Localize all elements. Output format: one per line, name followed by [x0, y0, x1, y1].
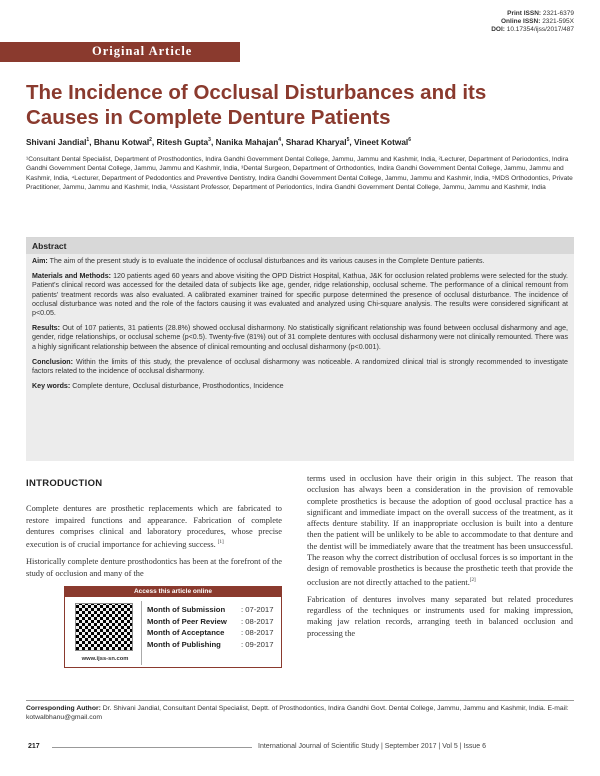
author-list: Shivani Jandial$^1$, Bhanu Kotwal$^2$, Ritesh Gupta$^3$, Nanika Mahajan$^4$, Sharad Kharyal$^5$, Vineet Kotwal$^6$ — [26, 137, 412, 147]
results-label: Results: — [32, 324, 60, 333]
author-name: Sharad Kharyal — [285, 137, 347, 147]
page-number: 217 — [28, 743, 40, 750]
author-sup: 1 — [86, 137, 90, 144]
article-type-banner — [0, 42, 240, 62]
access-article-box — [64, 586, 282, 668]
date-row — [147, 639, 273, 651]
date-value: : 08-2017 — [241, 628, 274, 637]
abstract-results — [32, 324, 568, 352]
methods-text: 120 patients aged 60 years and above visiting the OPD District Hospital, Kathua, J&K for occlusion related problems were selected for the study. Patient's clinical record was accessed for the detailed data of subjects like age, gender, ridge relationship, occlusal scheme. The performance of a clinical remount from patients' treatment records was also evaluated. A calibrated examiner trained for specific purpose determined the presence of occlusal disturbance. The incidence of occlusal disturbance was noted and the role of the factors causing it was evaluated and analyzed using Chi-square analysis. The results were considered significant at p<0.05. — [32, 272, 568, 318]
author-name: Vineet Kotwal — [353, 137, 409, 147]
intro-p1-text: Complete dentures are prosthetic replacements which are fabricated to restore impaired functions and appearance. Fabrication of complete dentures comprises clinical and laboratory procedures, whose precise execution is of crucial importance for achieving success. — [26, 504, 282, 549]
date-label: Month of Publishing — [147, 639, 221, 649]
date-row — [147, 604, 273, 616]
author-name: Shivani Jandial — [26, 137, 87, 147]
doi-value: 10.17354/ijss/2017/487 — [506, 26, 574, 33]
journal-citation: International Journal of Scientific Study | September 2017 | Vol 5 | Issue 6 — [258, 743, 487, 750]
aim-text: The aim of the present study is to evaluate the incidence of occlusal disturbances and its various causes in the Complete Denture patients. — [49, 257, 485, 265]
date-label: Month of Peer Review — [147, 616, 227, 626]
date-value: : 07-2017 — [241, 605, 274, 614]
page-footer — [26, 741, 574, 753]
corresponding-label: Corresponding Author: — [26, 705, 101, 712]
issn-block — [491, 10, 574, 34]
results-text: Out of 107 patients, 31 patients (28.8%) showed occlusal disharmony. No statistically significant relationship was found between occlusal disharmony and age, gender, ridge relationships, or occlusal scheme (p<0.5). Twenty-five (81%) out of 31 complete dentures with occlusal disharmony were not clinically remounted. There was a highly significant relationship between the absence of clinical remounting and occlusal disharmony (p<0.001). — [32, 324, 568, 351]
divider — [141, 601, 142, 665]
keywords-label: Key words: — [32, 382, 71, 391]
doi-label: DOI: — [491, 26, 505, 33]
left-column — [26, 478, 282, 585]
abstract-methods — [32, 272, 568, 318]
journal-url[interactable]: www.ijss-sn.com — [81, 656, 129, 662]
abstract-keywords — [32, 382, 568, 391]
date-value: : 08-2017 — [241, 616, 274, 626]
keywords-text: Complete denture, Occlusal disturbance, Prosthodontics, Incidence — [72, 382, 284, 391]
date-value: : 09-2017 — [241, 639, 274, 649]
citation-ref[interactable]: [2] — [469, 577, 476, 583]
date-label: Month of Acceptance — [147, 628, 225, 637]
intro-paragraph-4: Fabrication of dentures involves many separated but related procedures regardless of the techniques or instruments used for making impression, making jaw relation records, arranging teeth in balanced occlusion and processing the — [307, 594, 573, 638]
conclusion-label: Conclusion: — [32, 357, 73, 366]
publication-dates — [147, 604, 273, 650]
intro-r1-text: terms used in occlusion have their origin in this subject. The reason that occlusion has always been a consideration in the provision of removable complete prosthetics is because the adoption of good occlusal practice has a significant and immediate impact on the overall success of the treatment, as it affects denture stability. If an inappropriate occlusion is built into a denture then the patient will be unlikely to be able to accommodate to that denture and the dentist will be immediately aware that the treatment has been unsuccessful. The reason why the correct distribution of occlusal forces is so important in the design of removable prosthetics is because the prosthetic teeth that provide the occlusion are not directly attached to the patient. — [307, 474, 573, 587]
print-issn-value: 2321-6379 — [542, 10, 574, 17]
corresponding-author — [26, 700, 574, 722]
print-issn-label: Print ISSN: — [507, 10, 542, 17]
author-sup: 5 — [346, 137, 350, 144]
author-name: Nanika Mahajan — [215, 137, 279, 147]
intro-paragraph-1 — [26, 503, 282, 550]
aim-label: Aim: — [32, 257, 48, 265]
intro-paragraph-2: Historically complete denture prosthodontics has been at the forefront of the study of occlusion and many of the — [26, 557, 282, 578]
online-issn-label: Online ISSN: — [501, 18, 541, 25]
access-heading: Access this article online — [65, 587, 281, 597]
intro-paragraph-3 — [307, 473, 573, 588]
date-row — [147, 627, 273, 639]
online-issn-value: 2321-595X — [542, 18, 574, 25]
author-name: Bhanu Kotwal — [93, 137, 150, 147]
abstract-aim — [32, 257, 568, 266]
author-sup: 3 — [208, 137, 211, 144]
author-sup: 2 — [149, 137, 152, 144]
right-column — [307, 473, 573, 645]
qr-code-icon[interactable] — [75, 603, 133, 651]
abstract-box — [26, 237, 574, 461]
intro-heading: INTRODUCTION — [26, 478, 103, 489]
footer-rule — [52, 747, 252, 748]
methods-label: Materials and Methods: — [32, 272, 112, 281]
corresponding-text: Dr. Shivani Jandial, Consultant Dental Specialist, Deptt. of Prosthodontics, Indira Gandhi Govt. Dental College, Jammu, Jammu and Kashmir, India. E-mail: kotwalbhanu@gmail.com — [26, 705, 569, 722]
affiliations: ¹Consultant Dental Specialist, Department of Prosthodontics, Indira Gandhi Government Dental College, Jammu, Jammu and Kashmir, India, ²Lecturer, Department of Periodontics, Indira Gandhi Government Dental College, Jammu, Jammu and Kashmir, India, ³Dental Surgeon, Department of Orthodontics, Indira Gandhi Government Dental College, Jammu, Jammu and Kashmir, India, ⁴Lecturer, Department of Pedodontics and Preventive Dentistry, Indira Gandhi Government Dental College, Jammu, Jammu and Kashmir, India, ⁵MDS Orthodontics, Private Practitioner, Jammu, Jammu and Kashmir, India, ⁶Assistant Professor, Department of Periodontics, Indira Gandhi Government Dental College, Jammu, Jammu and Kashmir, India — [26, 156, 573, 191]
article-type-label: Original Article — [92, 44, 193, 58]
author-sup: 4 — [278, 137, 282, 144]
abstract-heading: Abstract — [26, 238, 574, 254]
author-name: Ritesh Gupta — [156, 137, 209, 147]
date-row — [147, 616, 273, 628]
author-sup: 6 — [408, 137, 412, 144]
paper-title: The Incidence of Occlusal Disturbances and its Causes in Complete Denture Patients — [26, 81, 487, 129]
citation-ref[interactable]: [1] — [217, 540, 224, 546]
abstract-body — [26, 254, 574, 400]
date-label: Month of Submission — [147, 605, 226, 614]
abstract-conclusion — [32, 358, 568, 376]
conclusion-text: Within the limits of this study, the prevalence of occlusal disharmony was noticeable. A randomized clinical trial is strongly recommended to investigate factors related to the incidence of occlusal disharmony. — [32, 357, 568, 376]
